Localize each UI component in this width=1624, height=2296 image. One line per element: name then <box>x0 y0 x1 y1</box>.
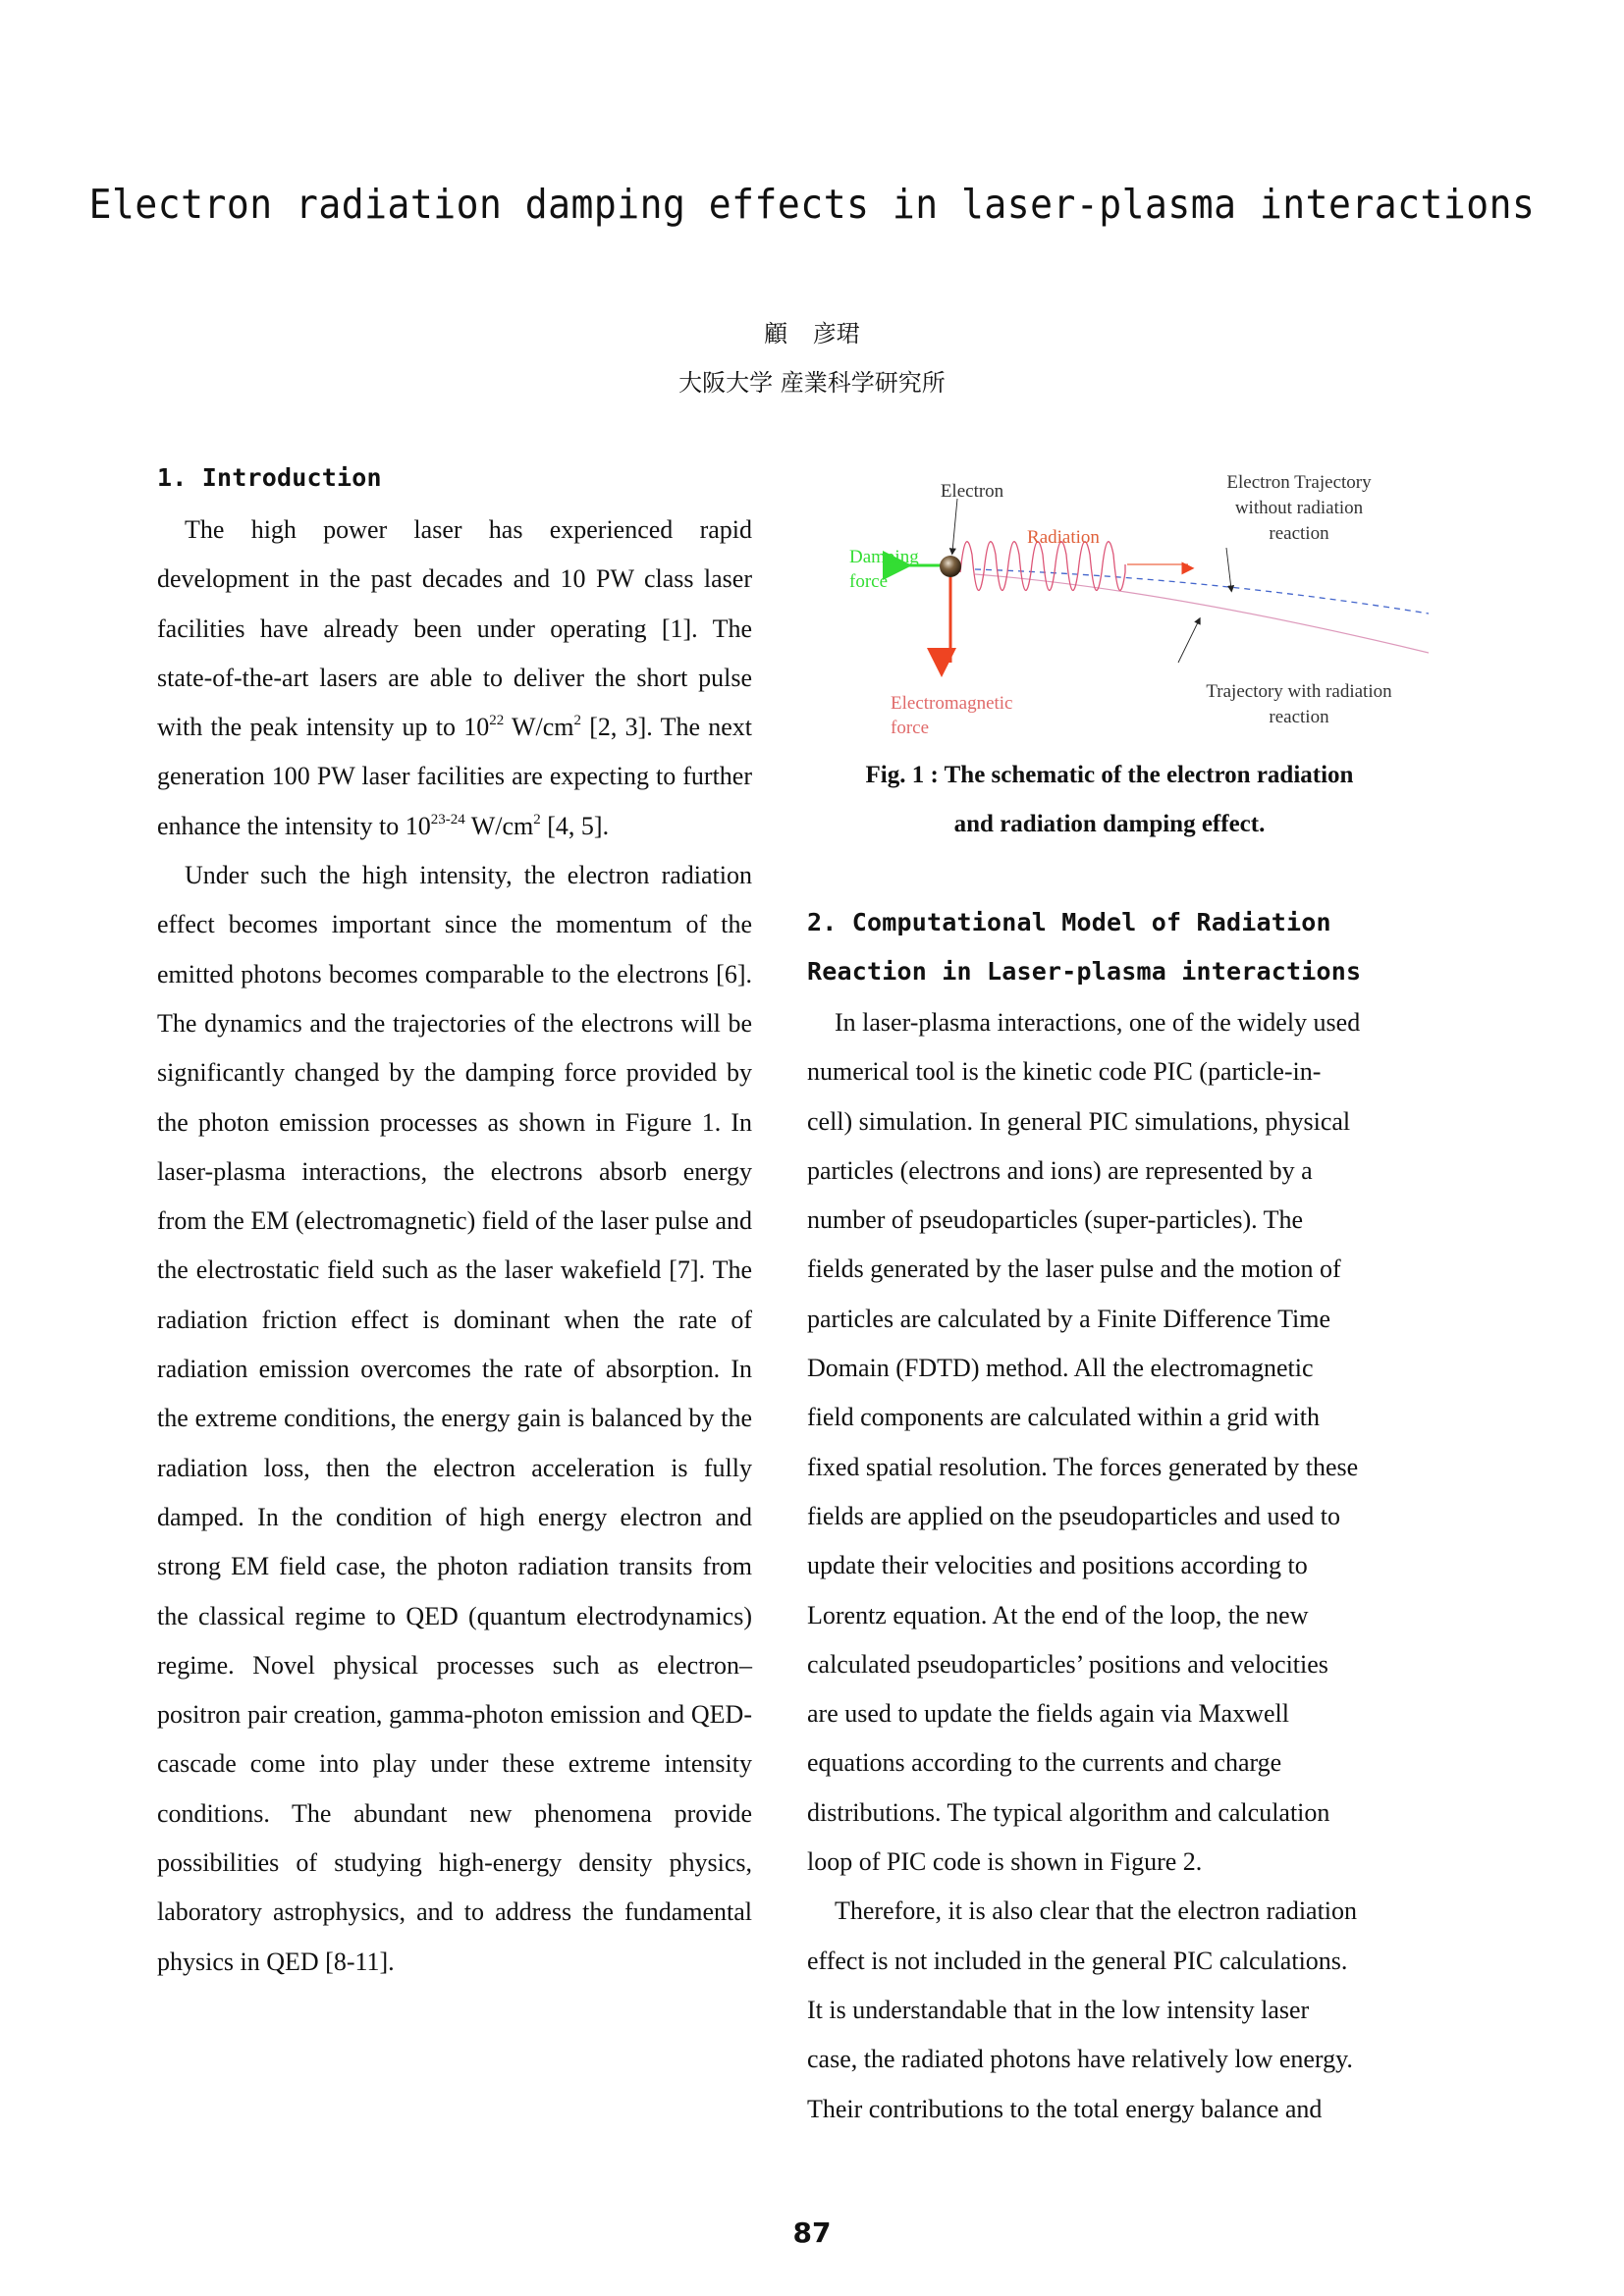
trajectory-without-radiation-line <box>975 569 1429 614</box>
text-line: In laser-plasma interactions, one of the widely used <box>835 1008 1361 1037</box>
radiation-wave <box>960 542 1125 591</box>
text-line: particles are calculated by a Finite Difference Time <box>807 1304 1331 1333</box>
text-line: Domain (FDTD) method. All the electromagnetic <box>807 1354 1314 1383</box>
figure-1-schematic <box>830 461 1429 746</box>
text-line: distributions. The typical algorithm and calculation <box>807 1797 1330 1827</box>
author-affiliation: 大阪大学 産業科学研究所 <box>678 369 946 397</box>
label-traj-with-1: Trajectory with radiation <box>1206 681 1392 702</box>
page-number: 87 <box>792 2216 832 2249</box>
intro-paragraph-1: The high power laser has experienced rapid development in the past decades and 10 PW class laser facilities have already been under operating [1]. The state-of-the-art lasers are able to deliver the short pulse with the peak intensity up to $10^{22}$ $W/cm^2$ [2, 3]. The next generation 100 PW laser facilities are expecting to further enhance the intensity to 10$^{23-24}$ $W/cm^2$ [4, 5]. <box>157 515 752 840</box>
label-damping-1: Damping <box>849 547 919 567</box>
section-1-heading: 1. Introduction <box>157 463 382 492</box>
text-line: equations according to the currents and charge <box>807 1748 1282 1778</box>
text-line: numerical tool is the kinetic code PIC (particle-in- <box>807 1057 1322 1087</box>
label-traj-with-2: reaction <box>1269 707 1329 727</box>
text-line: Lorentz equation. At the end of the loop, the new <box>807 1600 1309 1629</box>
text-line: field components are calculated within a grid with <box>807 1403 1320 1432</box>
text-line: fields are applied on the pseudoparticles and used to <box>807 1501 1340 1530</box>
label-traj-without-2: without radiation <box>1234 498 1364 518</box>
text-line: effect is not included in the general PIC calculations. <box>807 1946 1348 1975</box>
electron-sphere <box>940 556 961 577</box>
text-line: Their contributions to the total energy balance and <box>807 2094 1323 2123</box>
trajectory-with-radiation-line <box>975 574 1429 653</box>
label-em-force-2: force <box>891 718 930 738</box>
text-line: fields generated by the laser pulse and the motion of <box>807 1255 1341 1284</box>
text-line: update their velocities and positions according to <box>807 1551 1308 1580</box>
label-damping-2: force <box>849 571 889 592</box>
section-1-body <box>157 506 752 1987</box>
label-electron: Electron <box>940 481 1004 502</box>
paper-title: Electron radiation damping effects in laser-plasma interactions <box>88 181 1536 228</box>
text-line: cell) simulation. In general PIC simulations, physical <box>807 1106 1351 1136</box>
label-traj-without-1: Electron Trajectory <box>1226 472 1372 493</box>
section-2-body <box>807 998 1408 2134</box>
figure-1-caption: Fig. 1 : The schematic of the electron radiation and radiation damping effect. <box>865 762 1354 837</box>
text-line: particles (electrons and ions) are represented by a <box>807 1155 1313 1185</box>
label-radiation: Radiation <box>1027 527 1100 548</box>
text-line: fixed spatial resolution. The forces generated by these <box>807 1452 1359 1481</box>
text-line: It is understandable that in the low intensity laser <box>807 1995 1310 2024</box>
text-line: are used to update the fields again via Maxwell <box>807 1699 1289 1729</box>
label-traj-without-3: reaction <box>1269 523 1329 544</box>
text-line: Therefore, it is also clear that the electron radiation <box>835 1896 1358 1926</box>
text-line: case, the radiated photons have relatively low energy. <box>807 2045 1353 2074</box>
intro-paragraph-2: Under such the high intensity, the electron radiation effect becomes important since the momentum of the emitted photons becomes comparable to the electrons [6]. The dynamics and the trajectories of the electrons will be significantly changed by the damping force provided by the photon emission processes as shown in Figure 1. In laser-plasma interactions, the electrons absorb energy from the EM (electromagnetic) field of the laser pulse and the electrostatic field such as the laser wakefield [7]. The radiation friction effect is dominant when the rate of radiation emission overcomes the rate of absorption. In the extreme conditions, the energy gain is balanced by the radiation loss, then the electron acceleration is fully damped. In the condition of high energy electron and strong EM field case, the photon radiation transits from the classical regime to QED (quantum electrodynamics) regime. Novel physical processes such as electron–positron pair creation, gamma-photon emission and QED-cascade come into play under these extreme intensity conditions. The abundant new phenomena provide possibilities of studying high-energy density physics, laboratory astrophysics, and to address the fundamental physics in QED [8-11]. <box>157 861 752 1976</box>
author-name: 顧 彦珺 <box>764 320 860 347</box>
text-line: loop of PIC code is shown in Figure 2. <box>807 1847 1203 1877</box>
label-em-force-1: Electromagnetic <box>891 693 1013 714</box>
text-line: calculated pseudoparticles’ positions and velocities <box>807 1649 1328 1679</box>
text-line: number of pseudoparticles (super-particles). The <box>807 1205 1304 1235</box>
section-2-heading: 2. Computational Model of Radiation Reaction in Laser-plasma interactions <box>807 908 1362 987</box>
